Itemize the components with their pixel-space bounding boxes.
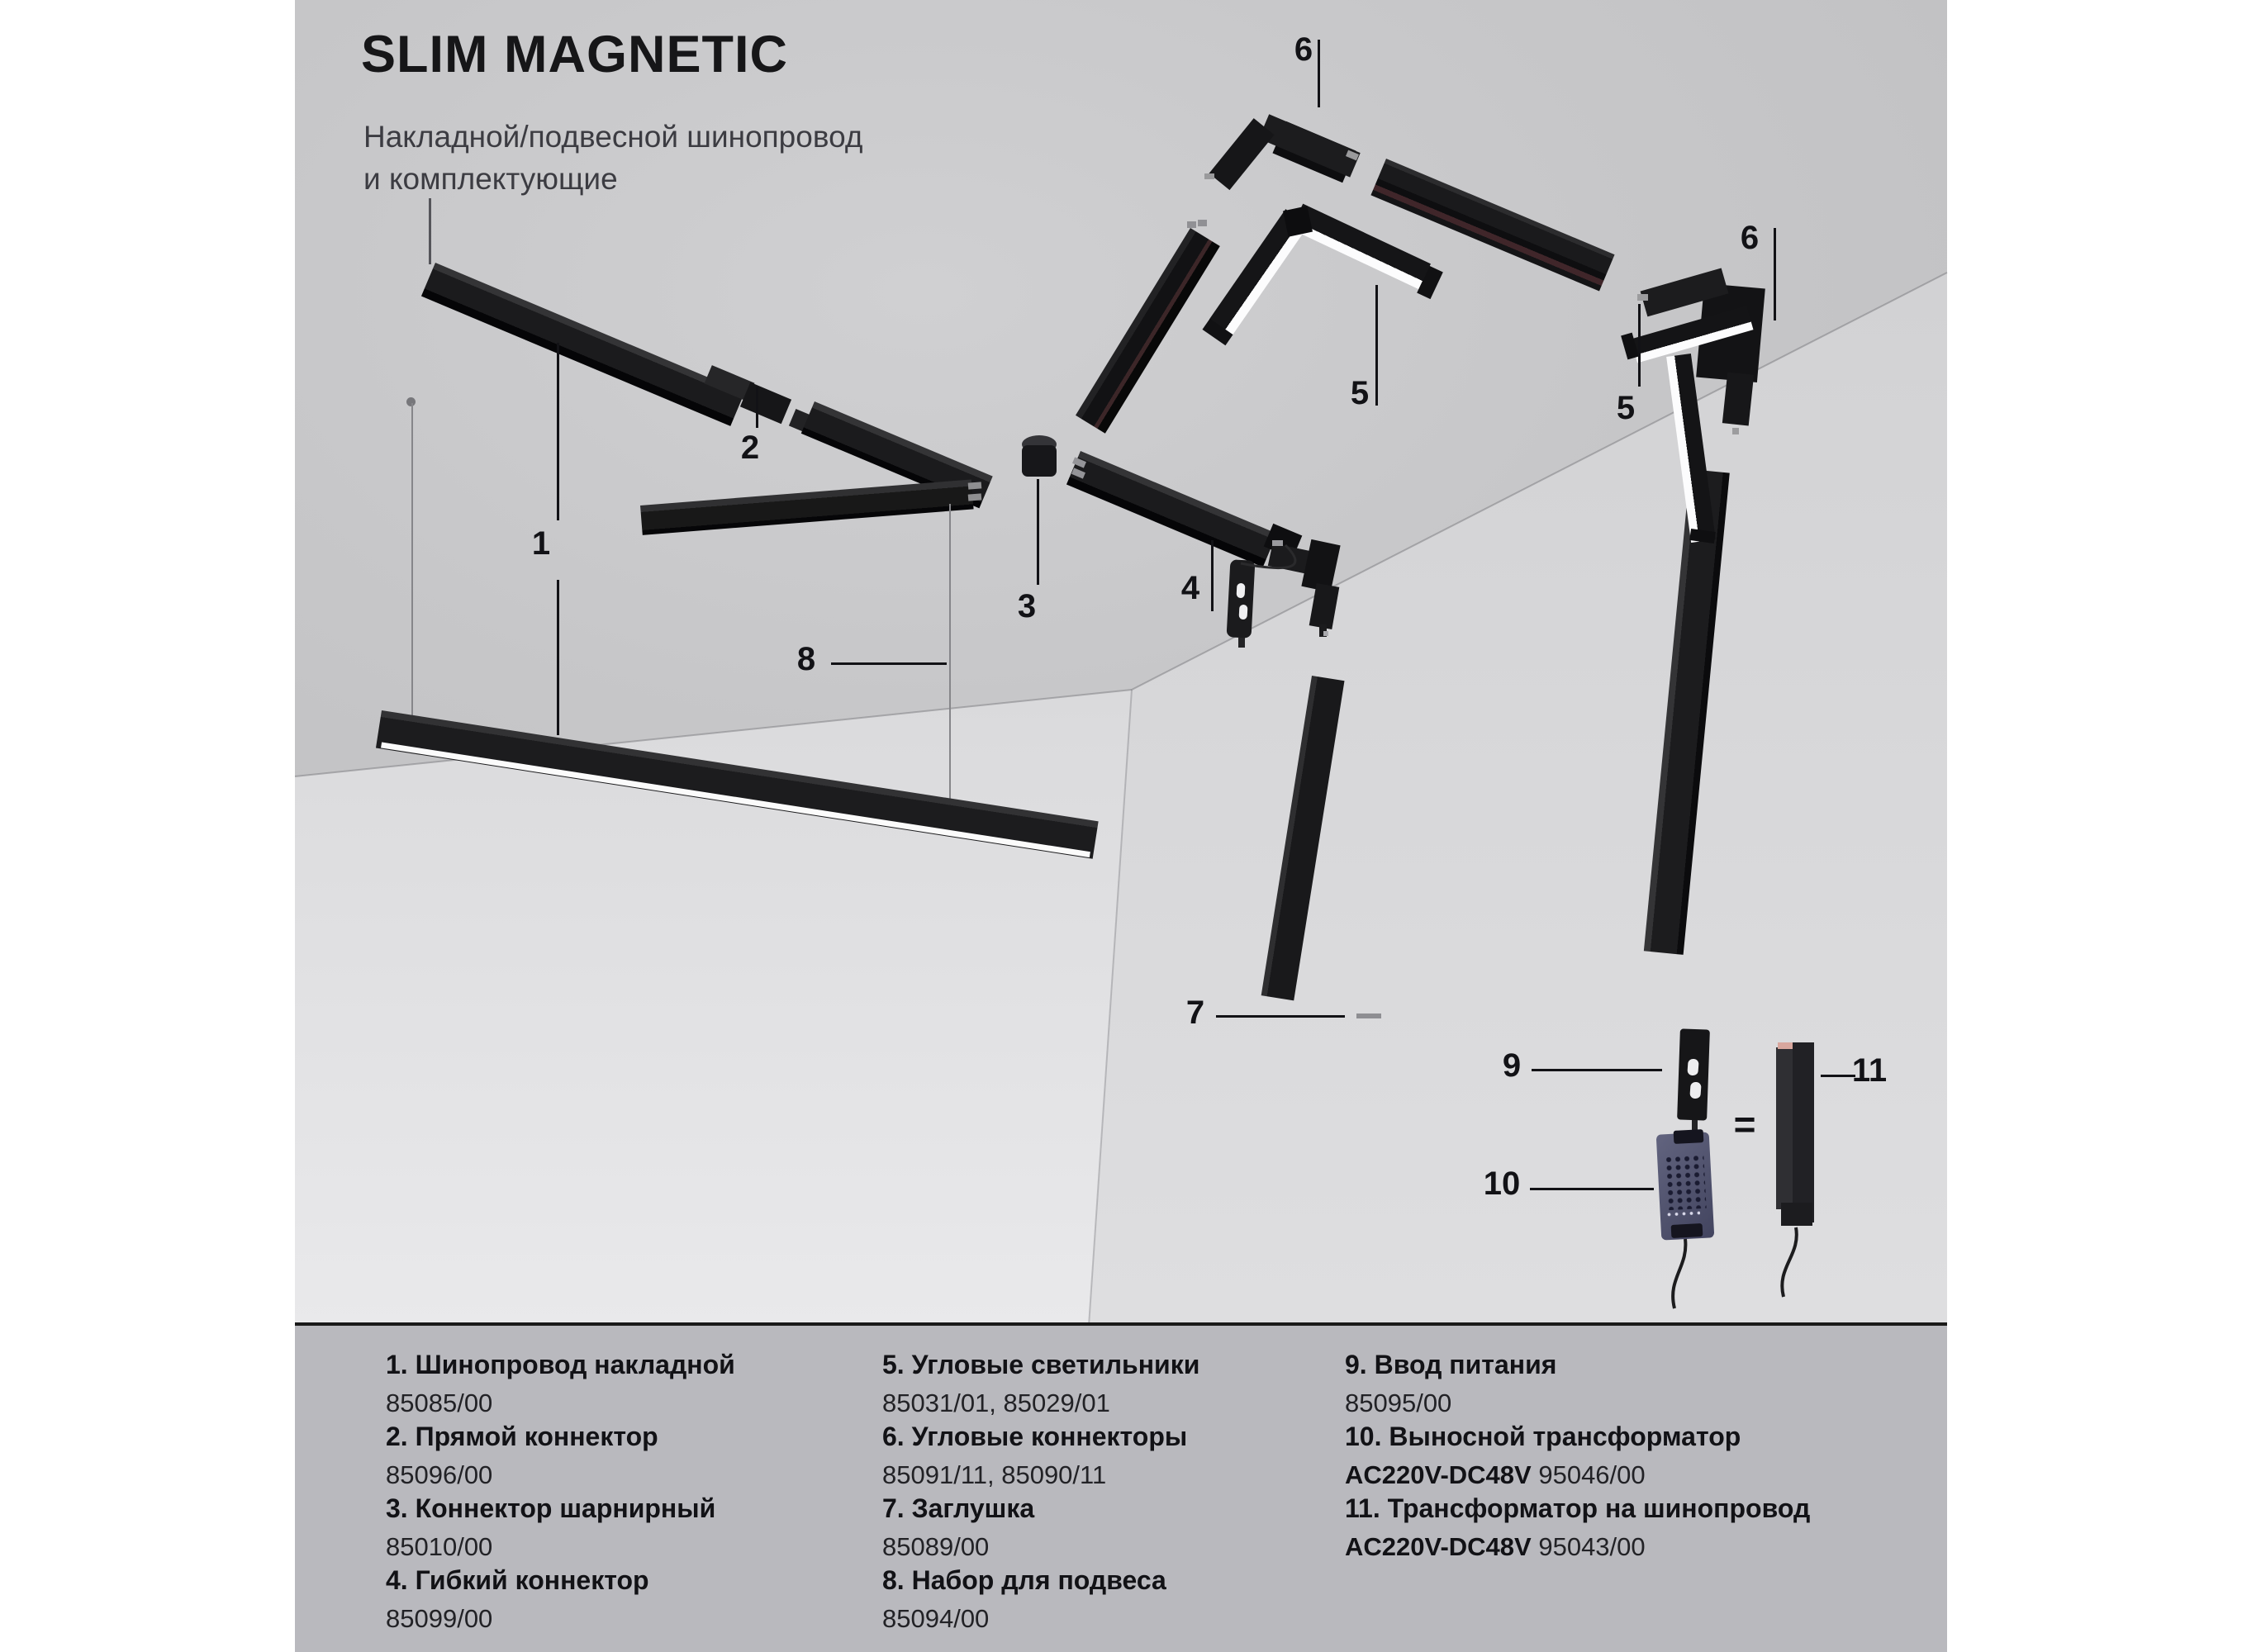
page-title: SLIM MAGNETIC (361, 26, 788, 83)
legend-item-11 (1345, 1493, 1810, 1562)
legend-item-name: 5. Угловые светильники (882, 1350, 1200, 1379)
legend-item-6 (882, 1422, 1187, 1490)
legend-item-code: 85099/00 (386, 1604, 493, 1633)
subtitle-line-1: Накладной/подвесной шинопровод (363, 120, 863, 154)
power-input-slot (1687, 1059, 1698, 1076)
callout-6-top: 6 (1294, 31, 1313, 68)
callout-4: 4 (1180, 570, 1200, 606)
callout-line-9 (1532, 1069, 1662, 1071)
corner-connector-right-pins (1637, 294, 1648, 301)
legend-item-name: 4. Гибкий коннектор (386, 1565, 649, 1595)
callout-9: 9 (1502, 1047, 1522, 1084)
legend-item-9 (1345, 1350, 1556, 1418)
floating-track-pin (968, 482, 982, 489)
callout-6-right: 6 (1740, 220, 1760, 256)
legend-item-1 (386, 1350, 735, 1418)
legend-item-name: 8. Набор для подвеса (882, 1565, 1166, 1595)
subtitle-line-2: и комплектующие (363, 162, 618, 196)
callout-line-10 (1530, 1188, 1654, 1190)
page-subtitle (363, 116, 862, 200)
callout-5-center: 5 (1350, 375, 1370, 411)
legend-item-code: 85089/00 (882, 1532, 990, 1561)
end-cap (1356, 1014, 1381, 1018)
hinge-connector-cylinder (1022, 445, 1057, 477)
legend-item-code: 85010/00 (386, 1532, 493, 1561)
callout-10: 10 (1483, 1165, 1521, 1202)
legend-item-8 (882, 1565, 1166, 1634)
callout-line-1-lower (557, 580, 559, 735)
legend-item-name: 11. Трансформатор на шинопровод (1345, 1493, 1811, 1523)
legend-item-voltage: AC220V-DC48V (1345, 1460, 1532, 1489)
callout-line-8 (831, 662, 947, 665)
legend-item-code: 85095/00 (1345, 1389, 1452, 1417)
legend-item-name: 3. Коннектор шарнирный (386, 1493, 716, 1523)
flexible-connector-stub (1238, 638, 1245, 648)
legend-item-7 (882, 1493, 1034, 1562)
flexible-connector-body (1227, 559, 1256, 638)
legend-item-code-number: 95046/00 (1538, 1460, 1646, 1489)
steep-track-pin (1187, 221, 1196, 228)
corner-connector-top-pins (1204, 173, 1214, 179)
legend-item-name: 9. Ввод питания (1345, 1350, 1557, 1379)
legend-item-code (1345, 1460, 1741, 1490)
callout-line-5-right (1638, 304, 1641, 387)
legend-item-2 (386, 1422, 658, 1490)
legend-item-code: 85085/00 (386, 1389, 493, 1417)
callout-2: 2 (740, 430, 760, 466)
steep-track-pin (1198, 220, 1207, 226)
callout-8: 8 (796, 641, 816, 677)
legend-item-name: 10. Выносной трансформатор (1345, 1422, 1741, 1451)
corner-connector-right-dot (1732, 428, 1739, 434)
flexible-connector-slot (1237, 583, 1246, 598)
callout-7: 7 (1185, 995, 1205, 1031)
legend-item-name: 7. Заглушка (882, 1493, 1035, 1523)
legend-item-code: 85094/00 (882, 1604, 990, 1633)
callout-3: 3 (1017, 588, 1037, 624)
callout-1: 1 (531, 525, 551, 562)
legend-item-voltage: AC220V-DC48V (1345, 1532, 1532, 1561)
floating-track-pin (968, 493, 982, 501)
corner-connector-right-lower-arm (1722, 372, 1754, 425)
track-transformer-bar (1776, 1047, 1794, 1209)
legend-item-code: 85031/01, 85029/01 (882, 1389, 1110, 1417)
callout-line-1-upper (557, 343, 559, 520)
power-input-slot (1689, 1082, 1701, 1099)
track-end-tick (429, 198, 431, 264)
equals-sign: = (1733, 1103, 1756, 1146)
external-transformer-clip (1671, 1223, 1703, 1238)
legend-item-name: 1. Шинопровод накладной (386, 1350, 735, 1379)
legend-item-code-number: 95043/00 (1538, 1532, 1646, 1561)
wall-corner-connector-dot (1323, 631, 1328, 636)
legend-item-name: 2. Прямой коннектор (386, 1422, 658, 1451)
callout-line-3 (1037, 479, 1039, 585)
callout-11: 11 (1851, 1052, 1888, 1089)
legend-item-code: 85096/00 (386, 1460, 493, 1489)
legend-item-name: 6. Угловые коннекторы (882, 1422, 1188, 1451)
callout-line-2 (756, 387, 758, 428)
wall-corner-connector-pins (1272, 540, 1283, 546)
legend-item-5 (882, 1350, 1199, 1418)
callout-5-right: 5 (1616, 390, 1636, 426)
legend-item-4 (386, 1565, 649, 1634)
flexible-connector-slot (1239, 605, 1248, 620)
corner-light-center-apex (1283, 206, 1313, 237)
track-transformer-bar (1793, 1042, 1814, 1222)
legend-item-code (1345, 1532, 1810, 1562)
legend-item-3 (386, 1493, 715, 1562)
track-transformer-connector (1781, 1203, 1812, 1226)
legend-item-code: 85091/11, 85090/11 (882, 1460, 1107, 1489)
external-transformer-clip (1674, 1129, 1704, 1144)
suspension-wire-right (949, 504, 951, 805)
legend-item-10 (1345, 1422, 1741, 1490)
callout-line-7 (1216, 1015, 1345, 1018)
suspension-wire-left (411, 403, 413, 717)
track-transformer-tip (1778, 1042, 1793, 1049)
external-transformer-vents (1664, 1154, 1706, 1210)
